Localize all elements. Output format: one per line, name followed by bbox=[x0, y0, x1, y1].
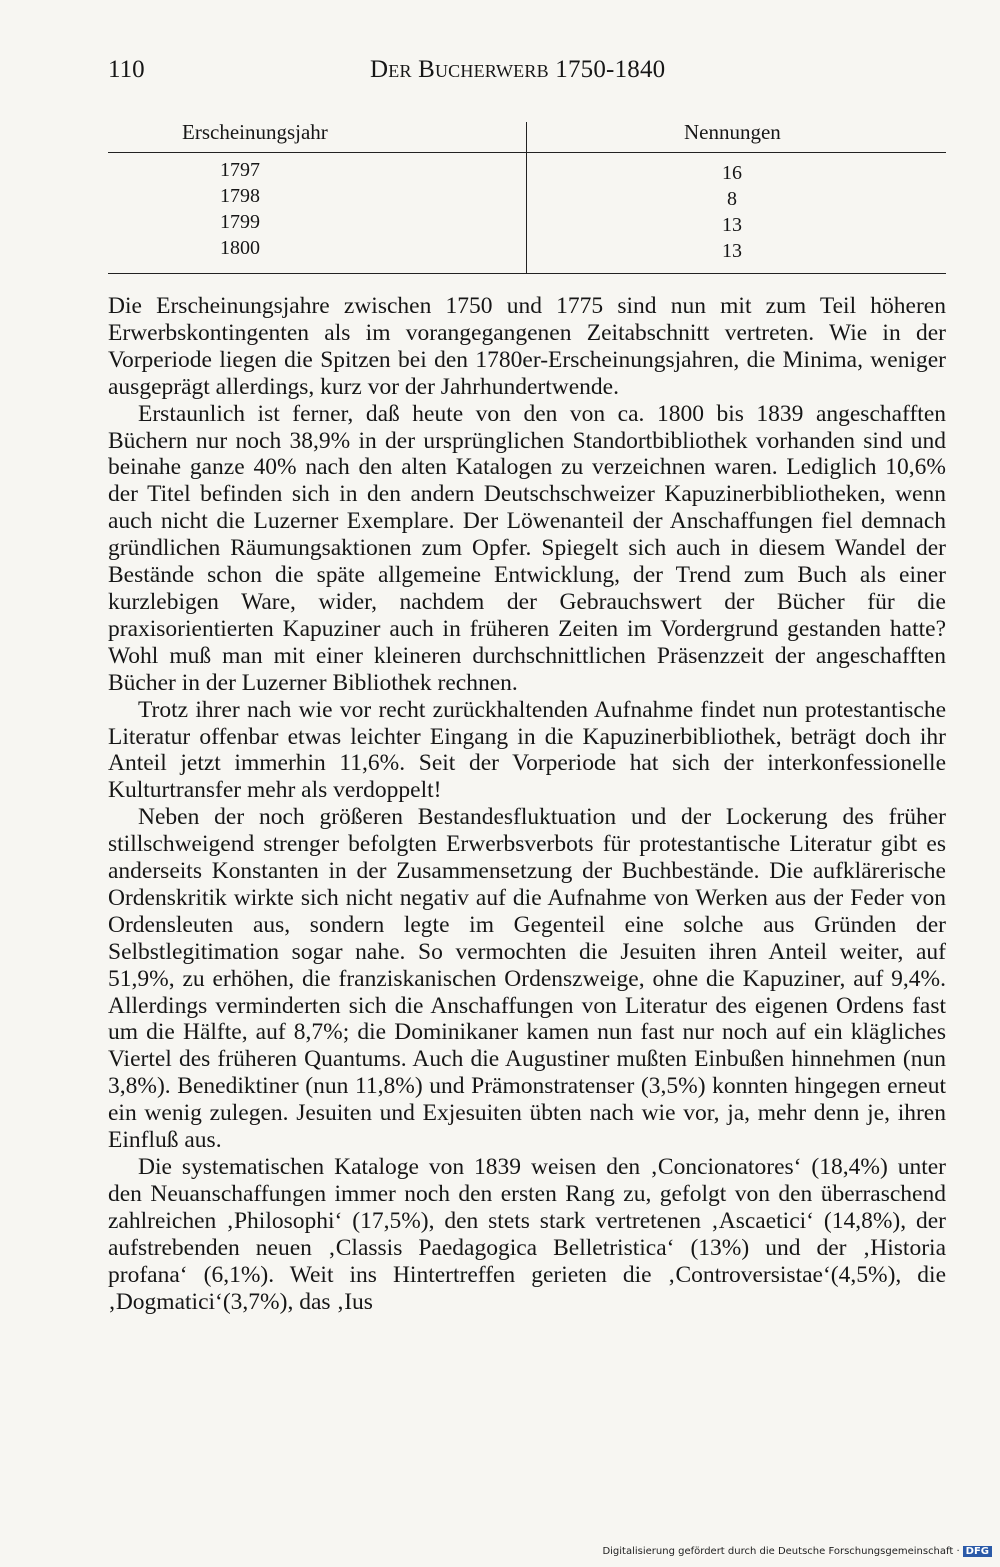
paragraph: Neben der noch größeren Bestandesfluktuation und der Lockerung des früher stillschweigend strenger befolgten Erwerbsverbots für protestantische Literatur gibt es anderseits Konstanten in der Zusammensetzung der Buchbestände. Die aufklärerische Ordenskritik wirkte sich nicht negativ auf die Aufnahme von Werken aus der Feder von Ordensleuten aus, sondern legte im Gegenteil eine solche aus Gründen der Selbstlegitimation sogar nahe. So vermochten die Jesuiten ihren Anteil weiter, auf 51,9%, zu erhöhen, die franziskanischen Ordenszweige, ohne die Kapuziner, auf 9,4%. Allerdings verminderten sich die Anschaffungen von Literatur des eigenen Ordens fast um die Hälfte, auf 8,7%; die Dominikaner kamen nun fast nur noch auf ein klägliches Viertel des früheren Quantums. Auch die Augustiner mußten Einbußen hinnehmen (nun 3,8%). Benediktiner (nun 11,8%) und Prämonstratenser (3,5%) konnten hingegen erneut ein wenig zulegen. Jesuiten und Exjesuiten übten nach wie vor, ja, mehr denn je, ihren Einfluß aus. bbox=[108, 804, 946, 1154]
paragraph: Die Erscheinungsjahre zwischen 1750 und 1775 sind nun mit zum Teil höheren Erwerbskontingenten als im vorangegangenen Zeitabschnitt vertreten. Wie in der Vorperiode liegen die Spitzen bei den 1780er-Erscheinungsjahren, die Minima, weniger ausgeprägt allerdings, kurz vor der Jahrhundertwende. bbox=[108, 293, 946, 400]
page-header bbox=[108, 56, 948, 92]
count-cell: 13 bbox=[722, 214, 742, 236]
table-top-rule bbox=[108, 152, 946, 153]
year-cell: 1800 bbox=[220, 237, 260, 259]
digitization-footer bbox=[602, 1546, 992, 1557]
footer-text: Digitalisierung gefördert durch die Deutsche Forschungsgemeinschaft · bbox=[602, 1546, 960, 1557]
paragraph: Erstaunlich ist ferner, daß heute von den von ca. 1800 bis 1839 angeschafften Büchern nur noch 38,9% in der ursprünglichen Standortbibliothek vorhanden sind und beinahe ganze 40% nach den alten Katalogen zu verzeichnen waren. Lediglich 10,6% der Titel befinden sich in den andern Deutschschweizer Kapuzinerbibliotheken, wenn auch nicht die Luzerner Exemplare. Der Löwenanteil der Anschaffungen fiel demnach gründlichen Räumungsaktionen zum Opfer. Spiegelt sich auch in diesem Wandel der Bestände schon die späte allgemeine Entwicklung, der Trend zum Buch als einer kurzlebigen Ware, wider, nachdem der Gebrauchswert der Bücher für die praxisorientierten Kapuziner auch in früheren Zeiten im Vordergrund gestanden hatte? Wohl muß man mit einer kleineren durchschnittlichen Präsenzzeit der angeschafften Bücher in der Luzerner Bibliothek rechnen. bbox=[108, 400, 946, 696]
count-cell: 13 bbox=[722, 240, 742, 262]
table-row bbox=[108, 237, 946, 265]
body-text bbox=[108, 293, 946, 1315]
column-header-year: Erscheinungsjahr bbox=[182, 120, 328, 144]
column-header-mentions: Nennungen bbox=[684, 120, 781, 144]
dfg-logo: DFG bbox=[963, 1546, 992, 1557]
year-cell: 1798 bbox=[220, 185, 260, 207]
year-cell: 1799 bbox=[220, 211, 260, 233]
paragraph: Die systematischen Kataloge von 1839 weisen den ‚Concionatores‘ (18,4%) unter den Neuanschaffungen immer noch den ersten Rang zu, gefolgt von den überraschend zahlreichen ‚Philosophi‘ (17,5%), den stets stark vertretenen ‚Ascaetici‘ (14,8%), der aufstrebenden neuen ‚Classis Paedagogica Belletristica‘ (13%) und der ‚Historia profana‘ (6,1%). Weit ins Hintertreffen gerieten die ‚Controversistae‘(4,5%), die ‚Dogmatici‘(3,7%), das ‚Ius bbox=[108, 1154, 946, 1315]
table-row bbox=[108, 211, 946, 239]
table-bottom-rule bbox=[108, 273, 946, 274]
count-cell: 8 bbox=[727, 188, 737, 210]
paragraph: Trotz ihrer nach wie vor recht zurückhaltenden Aufnahme findet nun protestantische Literatur offenbar etwas leichter Eingang in die Kapuzinerbibliothek, beträgt doch ihr Anteil jetzt immerhin 11,6%. Seit der Vorperiode hat sich der interkonfessionelle Kulturtransfer mehr als verdoppelt! bbox=[108, 696, 946, 804]
year-cell: 1797 bbox=[220, 159, 260, 181]
table-row bbox=[108, 159, 946, 187]
count-cell: 16 bbox=[722, 162, 742, 184]
table-row bbox=[108, 185, 946, 213]
running-title: Der Bucherwerb 1750-1840 bbox=[370, 56, 666, 83]
page-number: 110 bbox=[108, 56, 145, 83]
